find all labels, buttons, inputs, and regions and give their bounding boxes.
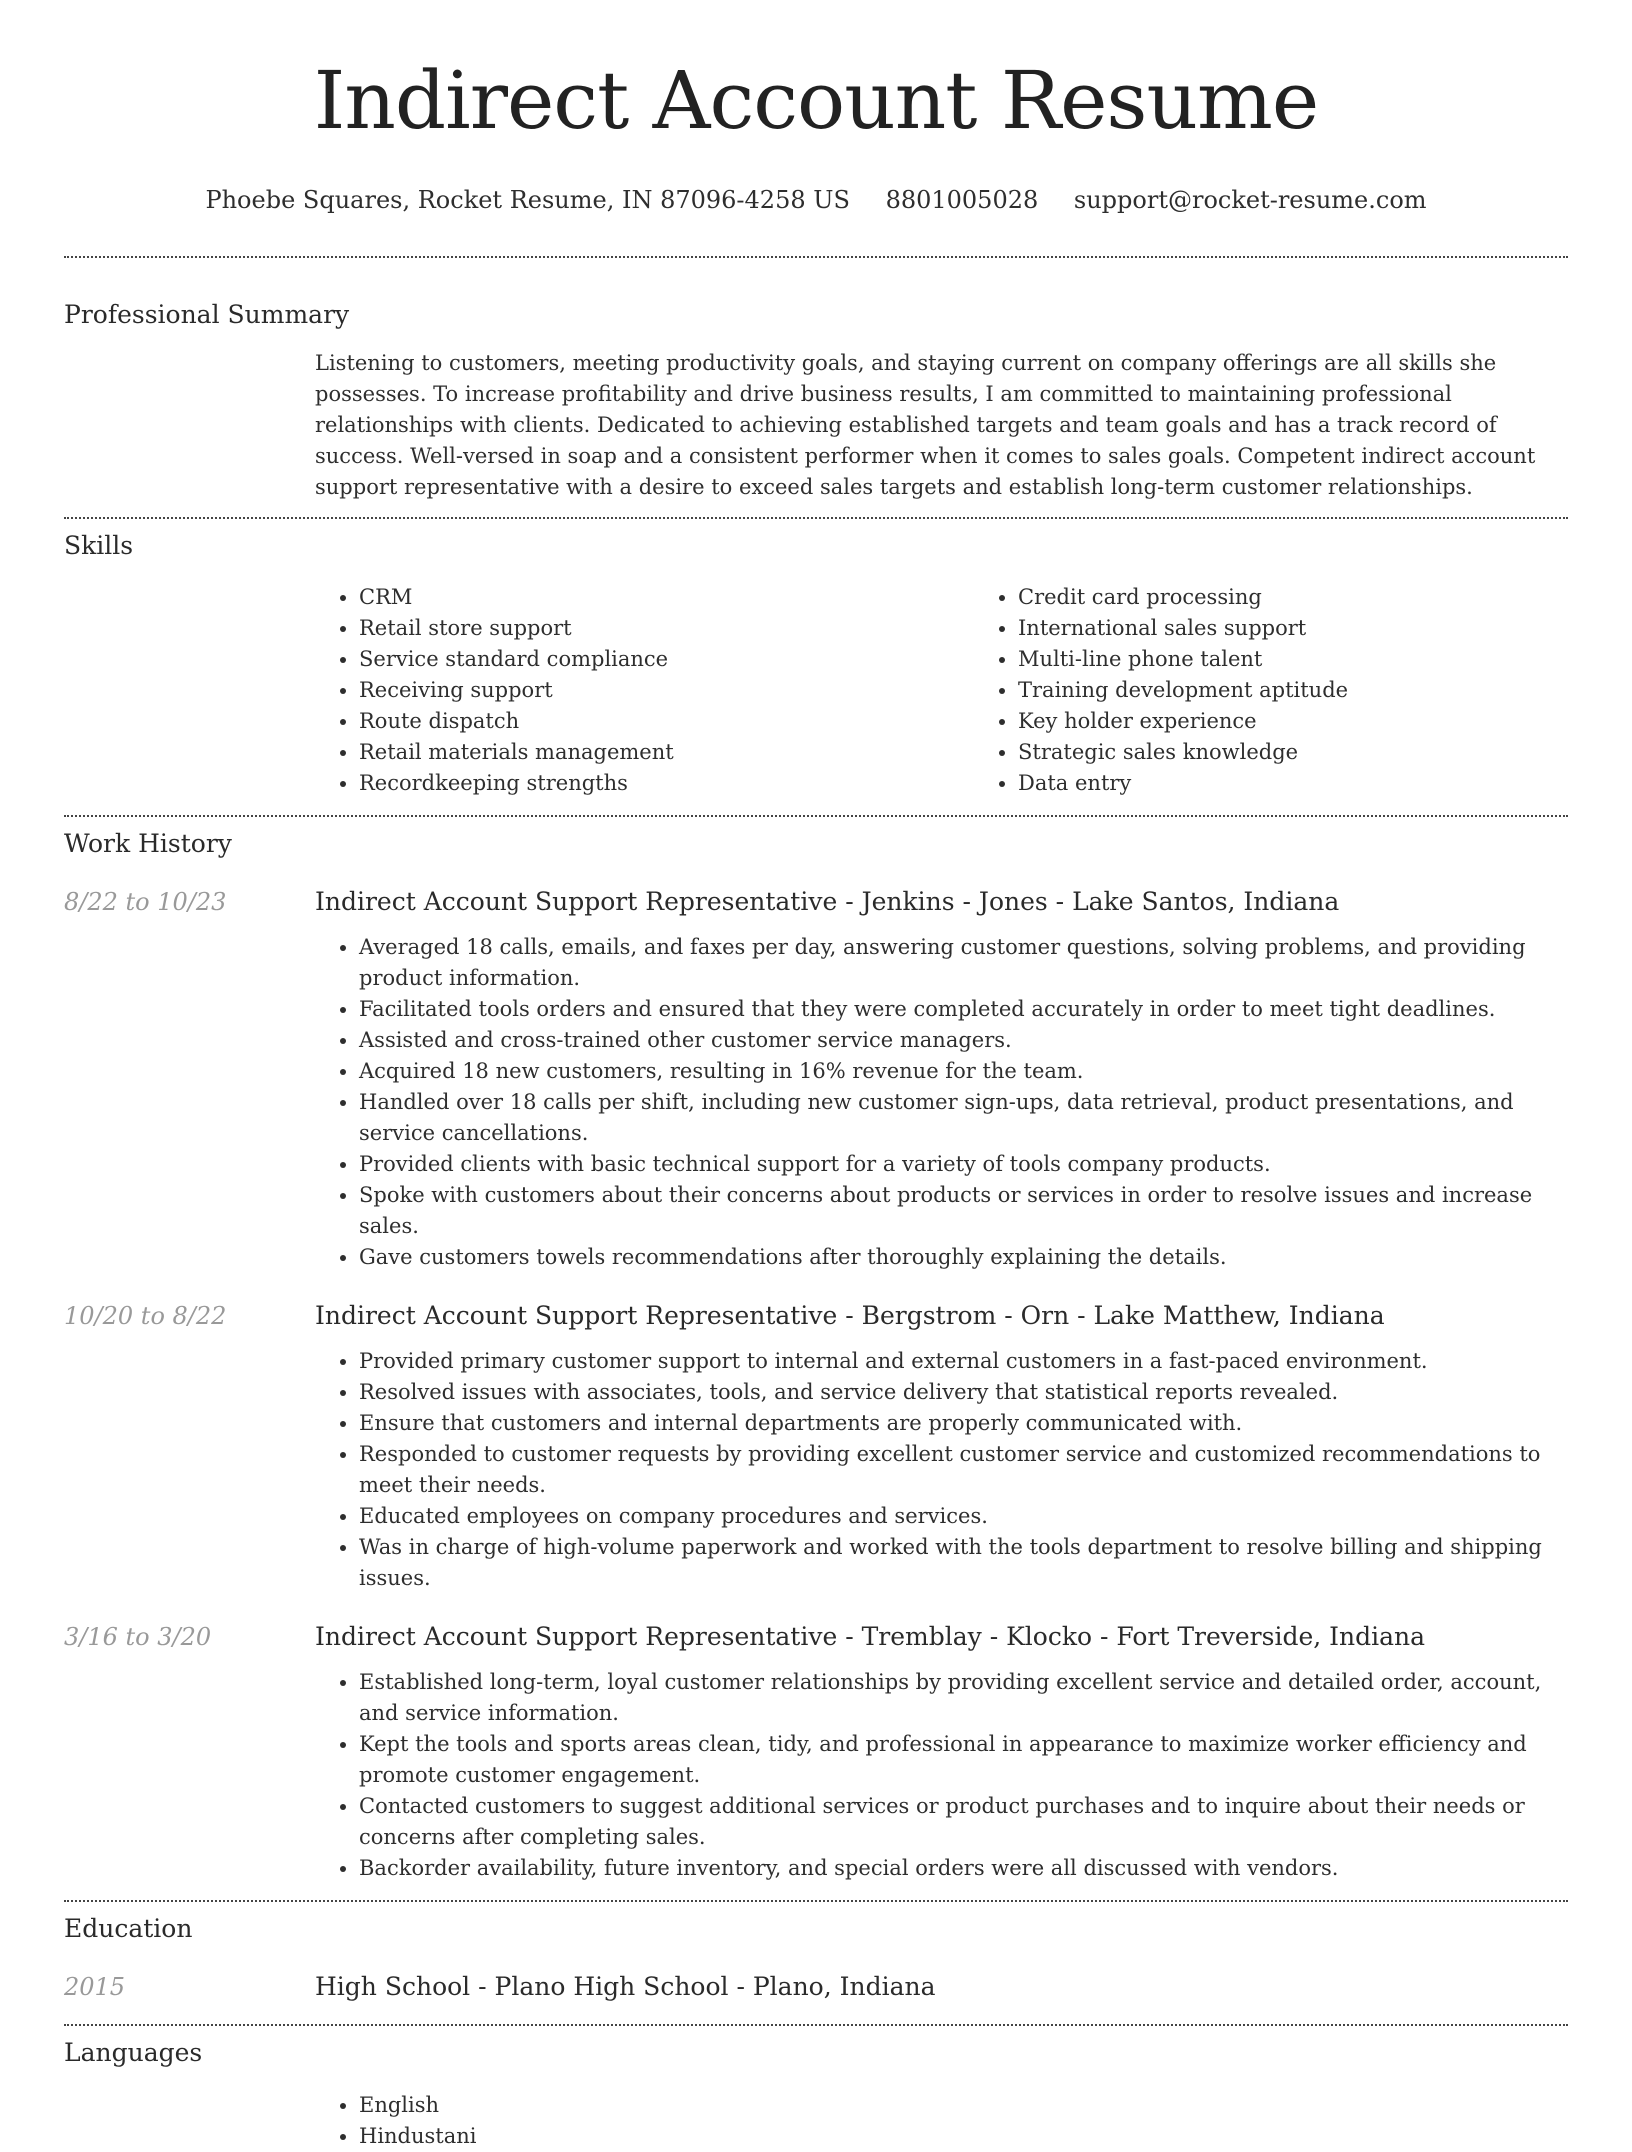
education-section	[64, 1912, 1568, 2004]
summary-section	[64, 298, 1568, 503]
skill-item: • Receiving support	[359, 675, 974, 706]
work-history-section	[64, 827, 1568, 1884]
skill-item: • Key holder experience	[1018, 706, 1568, 737]
job-date: 8/22 to 10/23	[64, 888, 227, 916]
job-bullet: • Established long-term, loyal customer relationships by providing excellent service and detailed order, account, and service information.	[359, 1667, 1568, 1729]
job-bullet: • Kept the tools and sports areas clean, tidy, and professional in appearance to maximize worker efficiency and promote customer engagement.	[359, 1729, 1568, 1791]
education-entry	[64, 1970, 1568, 2004]
job-bullet: • Ensure that customers and internal departments are properly communicated with.	[359, 1408, 1568, 1439]
languages-section	[64, 2036, 1568, 2152]
job-bullet: • Provided primary customer support to internal and external customers in a fast-paced environment.	[359, 1346, 1568, 1377]
education-title: High School - Plano High School - Plano, Indiana	[315, 1972, 936, 2001]
summary-heading: Professional Summary	[64, 300, 350, 329]
job-bullet: • Spoke with customers about their concerns about products or services in order to resolve issues and increase sales.	[359, 1180, 1568, 1242]
job-bullet: • Educated employees on company procedures and services.	[359, 1501, 1568, 1532]
skill-item: • Strategic sales knowledge	[1018, 737, 1568, 768]
divider	[64, 256, 1568, 258]
skill-item: • Recordkeeping strengths	[359, 768, 974, 799]
skill-item: • International sales support	[1018, 613, 1568, 644]
job-title: Indirect Account Support Representative - Tremblay - Klocko - Fort Treverside, Indiana	[315, 1622, 1426, 1651]
skill-item: • Route dispatch	[359, 706, 974, 737]
education-date: 2015	[64, 1973, 126, 2001]
contact-email: support@rocket-resume.com	[1073, 186, 1427, 214]
job-bullet: • Backorder availability, future inventory, and special orders were all discussed with vendors.	[359, 1853, 1568, 1884]
job-entry	[64, 885, 1568, 1273]
skills-heading: Skills	[64, 531, 134, 560]
skill-item: • Retail store support	[359, 613, 974, 644]
skill-item: • CRM	[359, 582, 974, 613]
resume-title: Indirect Account Resume	[313, 54, 1319, 147]
languages-heading: Languages	[64, 2038, 203, 2067]
job-date: 10/20 to 8/22	[64, 1302, 227, 1330]
job-title: Indirect Account Support Representative - Bergstrom - Orn - Lake Matthew, Indiana	[315, 1301, 1385, 1330]
divider	[64, 815, 1568, 817]
job-bullet: • Was in charge of high-volume paperwork and worked with the tools department to resolve billing and shipping issues.	[359, 1532, 1568, 1594]
summary-text: Listening to customers, meeting productivity goals, and staying current on company offerings are all skills she possesses. To increase profitability and drive business results, I am committed to maintaining professional relationships with clients. Dedicated to achieving established targets and team goals and has a track record of success. Well-versed in soap and a consistent performer when it comes to sales goals. Competent indirect account support representative with a desire to exceed sales targets and establish long-term customer relationships.	[315, 351, 1536, 499]
job-bullet: • Averaged 18 calls, emails, and faxes per day, answering customer questions, solving problems, and providing product information.	[359, 932, 1568, 994]
job-bullet: • Resolved issues with associates, tools, and service delivery that statistical reports revealed.	[359, 1377, 1568, 1408]
education-heading: Education	[64, 1914, 193, 1943]
skills-section	[64, 529, 1568, 799]
job-entry	[64, 1299, 1568, 1594]
job-date: 3/16 to 3/20	[64, 1623, 212, 1651]
skill-item: • Multi-line phone talent	[1018, 644, 1568, 675]
language-item: • Hindustani	[359, 2121, 1568, 2152]
job-title: Indirect Account Support Representative - Jenkins - Jones - Lake Santos, Indiana	[315, 887, 1340, 916]
skill-item: • Credit card processing	[1018, 582, 1568, 613]
divider	[64, 517, 1568, 519]
job-bullet: • Contacted customers to suggest additional services or product purchases and to inquire about their needs or concerns after completing sales.	[359, 1791, 1568, 1853]
job-bullet: • Acquired 18 new customers, resulting in 16% revenue for the team.	[359, 1056, 1568, 1087]
job-bullets	[315, 932, 1568, 1273]
job-bullet: • Facilitated tools orders and ensured that they were completed accurately in order to meet tight deadlines.	[359, 994, 1568, 1025]
skill-item: • Data entry	[1018, 768, 1568, 799]
skill-item: • Service standard compliance	[359, 644, 974, 675]
job-bullet: • Responded to customer requests by providing excellent customer service and customized recommendations to meet their needs.	[359, 1439, 1568, 1501]
job-bullet: • Gave customers towels recommendations after thoroughly explaining the details.	[359, 1242, 1568, 1273]
languages-list	[315, 2090, 1568, 2152]
language-item: • English	[359, 2090, 1568, 2121]
skill-item: • Retail materials management	[359, 737, 974, 768]
work-history-heading: Work History	[64, 829, 232, 858]
skill-item: • Training development aptitude	[1018, 675, 1568, 706]
skills-list-left	[315, 582, 974, 799]
job-bullet: • Handled over 18 calls per shift, including new customer sign-ups, data retrieval, product presentations, and service cancellations.	[359, 1087, 1568, 1149]
contact-line	[64, 184, 1568, 216]
divider	[64, 1900, 1568, 1902]
job-bullets	[315, 1346, 1568, 1594]
divider	[64, 2024, 1568, 2026]
contact-phone: 8801005028	[885, 186, 1039, 214]
job-bullet: • Assisted and cross-trained other customer service managers.	[359, 1025, 1568, 1056]
job-bullets	[315, 1667, 1568, 1884]
skills-list-right	[974, 582, 1568, 799]
contact-address: Phoebe Squares, Rocket Resume, IN 87096-4258 US	[205, 186, 850, 214]
job-bullet: • Provided clients with basic technical support for a variety of tools company products.	[359, 1149, 1568, 1180]
job-entry	[64, 1620, 1568, 1884]
